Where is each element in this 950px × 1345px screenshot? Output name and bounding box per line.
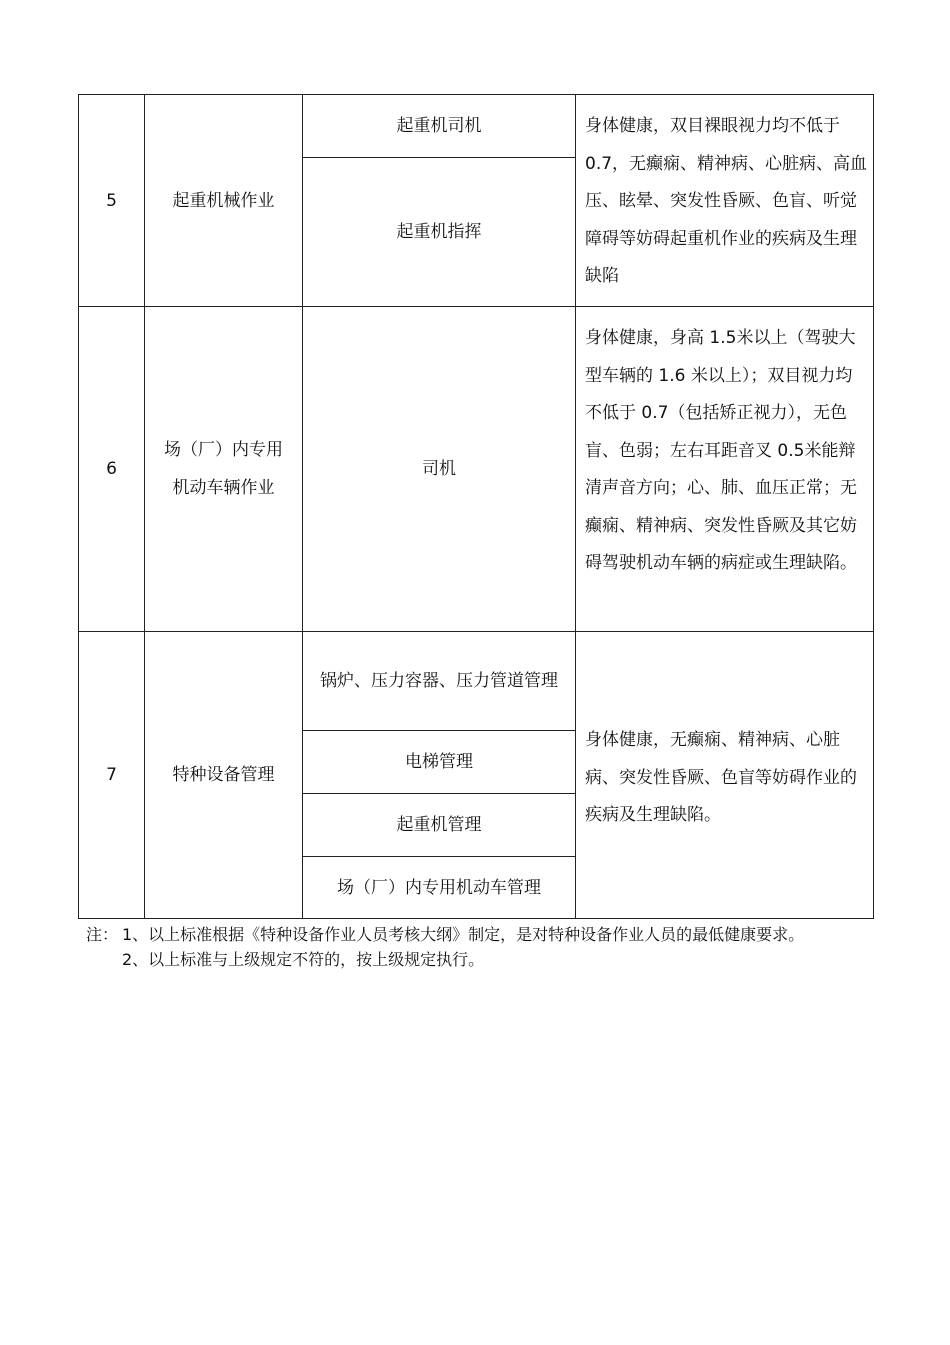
item-cell: 起重机司机 bbox=[303, 95, 576, 158]
table-row bbox=[79, 307, 874, 632]
notes-section bbox=[86, 922, 846, 972]
item-cell: 场（厂）内专用机动车管理 bbox=[303, 857, 576, 919]
notes-label: 注： bbox=[86, 925, 119, 944]
note-2 bbox=[86, 947, 846, 972]
table-row bbox=[79, 632, 874, 731]
note-text: 2、以上标准与上级规定不符的，按上级规定执行。 bbox=[122, 950, 485, 969]
table-row bbox=[79, 95, 874, 158]
item-cell bbox=[303, 632, 576, 731]
item-text: 锅炉、压力容器、压力管道管理 bbox=[320, 670, 558, 691]
category-cell bbox=[145, 307, 303, 632]
item-cell: 司机 bbox=[303, 307, 576, 632]
note-1 bbox=[86, 922, 846, 947]
item-cell: 起重机管理 bbox=[303, 794, 576, 857]
item-cell: 电梯管理 bbox=[303, 731, 576, 794]
row-number: 6 bbox=[79, 307, 145, 632]
requirement-cell: 身体健康，身高 1.5米以上（驾驶大型车辆的 1.6 米以上）；双目视力均不低于 0.7（包括矫正视力），无色盲、色弱；左右耳距音叉 0.5米能辩清声音方向；心、肺、血压正常；无癫痫、精神病、突发性昏厥及其它妨碍驾驶机动车辆的病症或生理缺陷。 bbox=[576, 307, 874, 632]
requirement-cell: 身体健康，无癫痫、精神病、心脏病、突发性昏厥、色盲等妨碍作业的疾病及生理缺陷。 bbox=[576, 632, 874, 919]
category-cell: 特种设备管理 bbox=[145, 632, 303, 919]
note-text: 1、以上标准根据《特种设备作业人员考核大纲》制定，是对特种设备作业人员的最低健康要求。 bbox=[122, 925, 805, 944]
category-cell: 起重机械作业 bbox=[145, 95, 303, 307]
category-line: 场（厂）内专用 bbox=[164, 440, 283, 460]
category-line: 机动车辆作业 bbox=[172, 478, 275, 498]
item-cell: 起重机指挥 bbox=[303, 158, 576, 307]
health-standard-table bbox=[78, 94, 874, 919]
row-number: 5 bbox=[79, 95, 145, 307]
requirement-cell: 身体健康，双目裸眼视力均不低于0.7，无癫痫、精神病、心脏病、高血压、眩晕、突发性昏厥、色盲、听觉障碍等妨碍起重机作业的疾病及生理缺陷 bbox=[576, 95, 874, 307]
row-number: 7 bbox=[79, 632, 145, 919]
